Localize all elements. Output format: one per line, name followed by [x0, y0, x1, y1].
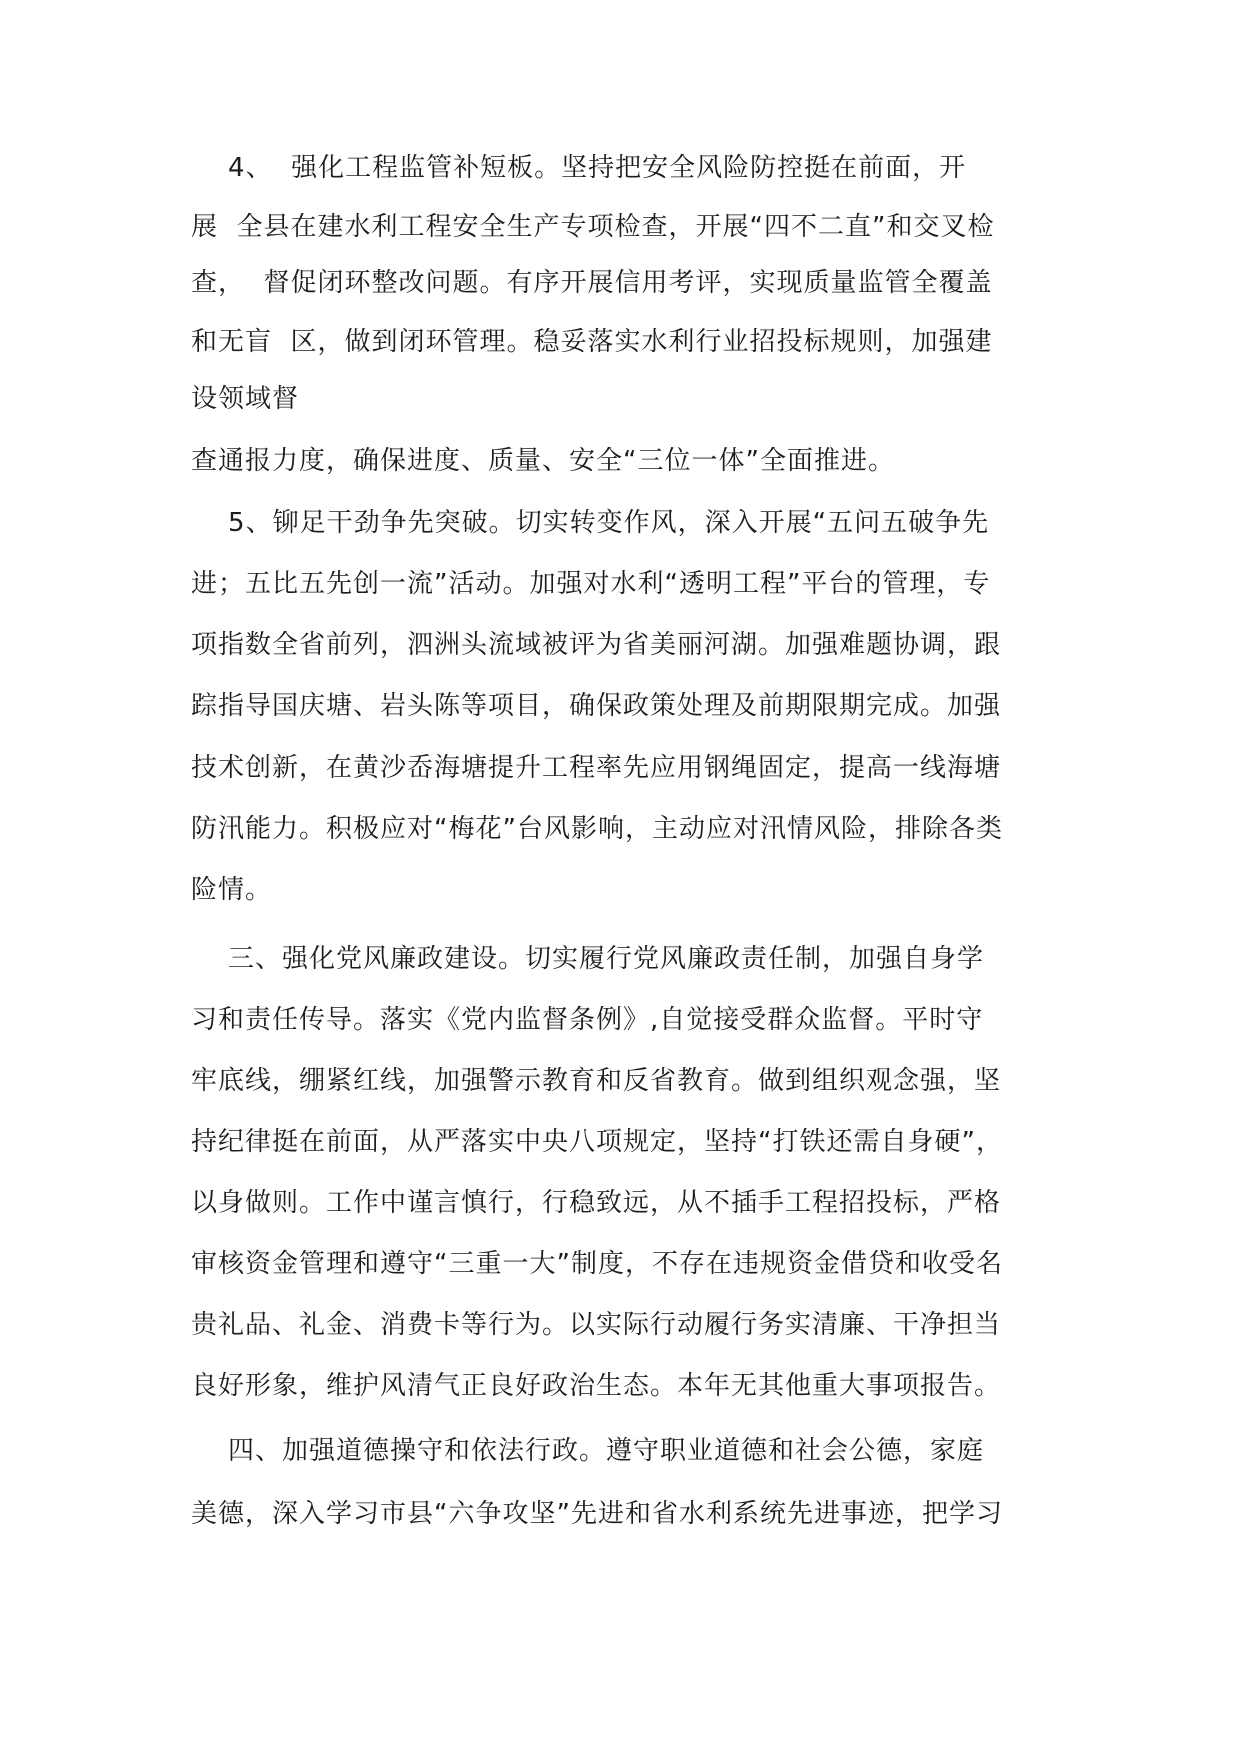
text-line: 习和责任传导。落实《党内监督条例》,自觉接受群众监督。平时守 [191, 1005, 984, 1035]
text-line: 防汛能力。积极应对“梅花”台风影响，主动应对汛情风险，排除各类 [191, 814, 1003, 844]
text-line: 展 全县在建水利工程安全生产专项检查，开展“四不二直”和交叉检 [191, 212, 995, 242]
text-line: 4、 强化工程监管补短板。坚持把安全风险防控挺在前面，开 [191, 153, 967, 183]
text-line: 牢底线，绷紧红线，加强警示教育和反省教育。做到组织观念强，坚 [191, 1066, 1002, 1096]
text-line: 良好形象，维护风清气正良好政治生态。本年无其他重大事项报告。 [191, 1371, 1002, 1401]
text-line: 以身做则。工作中谨言慎行，行稳致远，从不插手工程招投标，严格 [191, 1188, 1002, 1218]
text-line: 险情。 [191, 875, 273, 905]
text-line: 项指数全省前列，泗洲头流域被评为省美丽河湖。加强难题协调，跟 [191, 630, 1002, 660]
text-line: 技术创新，在黄沙岙海塘提升工程率先应用钢绳固定，提高一线海塘 [191, 753, 1002, 783]
text-line: 设领域督 [191, 384, 300, 414]
text-line: 查通报力度，确保进度、质量、安全“三位一体”全面推进。 [191, 446, 895, 476]
text-line: 查， 督促闭环整改问题。有序开展信用考评，实现质量监管全覆盖 [191, 268, 993, 298]
text-line: 进；五比五先创一流”活动。加强对水利“透明工程”平台的管理，专 [191, 569, 991, 599]
text-line: 三、强化党风廉政建设。切实履行党风廉政责任制，加强自身学 [191, 944, 985, 974]
text-line: 审核资金管理和遵守“三重一大”制度，不存在违规资金借贷和收受名 [191, 1249, 1003, 1279]
text-line: 5、铆足干劲争先突破。切实转变作风，深入开展“五问五破争先 [191, 508, 990, 538]
text-line: 四、加强道德操守和依法行政。遵守职业道德和社会公德，家庭 [191, 1436, 985, 1466]
text-line: 持纪律挺在前面，从严落实中央八项规定，坚持“打铁还需自身硬”， [191, 1127, 1003, 1157]
text-line: 美德，深入学习市县“六争攻坚”先进和省水利系统先进事迹，把学习 [191, 1499, 1003, 1529]
text-line: 贵礼品、礼金、消费卡等行为。以实际行动履行务实清廉、干净担当 [191, 1310, 1002, 1340]
text-line: 踪指导国庆塘、岩头陈等项目，确保政策处理及前期限期完成。加强 [191, 691, 1002, 721]
text-line: 和无盲 区，做到闭环管理。稳妥落实水利行业招投标规则，加强建 [191, 327, 993, 357]
